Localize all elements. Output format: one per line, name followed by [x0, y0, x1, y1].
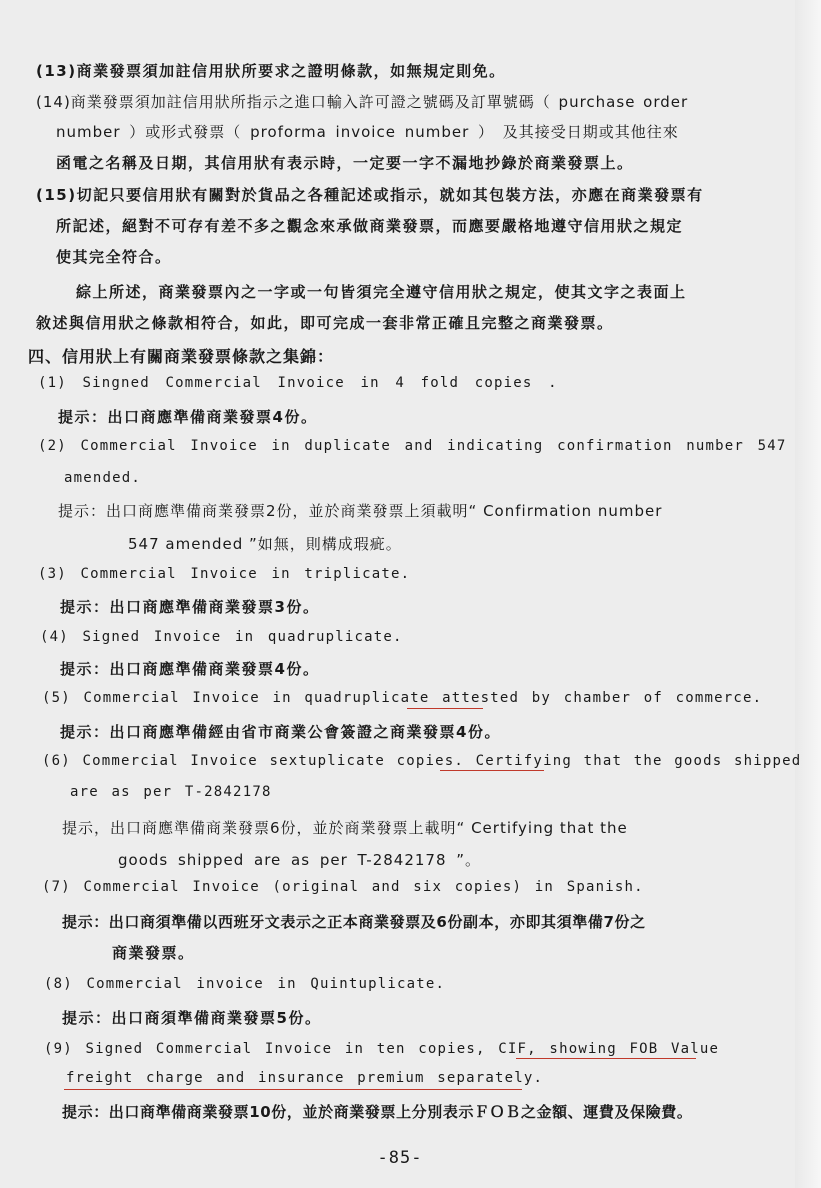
item-2-line-2: amended.: [64, 470, 142, 486]
clause-15-line-1: (15)切記只要信用狀有關對於貨品之各種記述或指示，就如其包裝方法，亦應在商業發票有: [36, 186, 704, 204]
item-5-hint: 提示：出口商應準備經由省市商業公會簽證之商業發票4份。: [60, 723, 501, 741]
page-number: -85-: [377, 1148, 423, 1168]
clause-14-line-3: 函電之名稱及日期，其信用狀有表示時，一定要一字不漏地抄錄於商業發票上。: [56, 154, 634, 172]
item-8-hint: 提示：出口商須準備商業發票5份。: [62, 1009, 322, 1027]
summary-line-1: 綜上所述，商業發票內之一字或一句皆須完全遵守信用狀之規定，使其文字之表面上: [76, 283, 687, 301]
item-7-hint-line-2: 商業發票。: [112, 944, 195, 962]
item-2-hint-line-2: 547 amended ”如無，則構成瑕疵。: [128, 535, 402, 553]
item-9-line-2: freight charge and insurance premium separately.: [66, 1070, 544, 1086]
clause-13: (13)商業發票須加註信用狀所要求之證明條款，如無規定則免。: [36, 62, 506, 80]
summary-line-2: 敘述與信用狀之條款相符合，如此，即可完成一套非常正確且完整之商業發票。: [36, 314, 614, 332]
item-8: (8) Commercial invoice in Quintuplicate.: [44, 976, 446, 992]
section-heading: 四、信用狀上有關商業發票條款之集錦：: [28, 347, 335, 366]
underline-certifying: [440, 770, 544, 771]
item-2-line-1: (2) Commercial Invoice in duplicate and indicating confirmation number 547: [38, 438, 787, 454]
item-6-hint-line-2: goods shipped are as per T-2842178 ”。: [118, 851, 482, 869]
item-1-hint: 提示：出口商應準備商業發票4份。: [58, 408, 318, 426]
clause-15-line-2: 所記述，絕對不可存有差不多之觀念來承做商業發票，而應要嚴格地遵守信用狀之規定: [56, 217, 684, 235]
item-7-hint-line-1: 提示：出口商須準備以西班牙文表示之正本商業發票及6份副本，亦即其須準備7份之: [62, 913, 646, 931]
clause-14-line-1: (14)商業發票須加註信用狀所指示之進口輸入許可證之號碼及訂單號碼（ purchase order: [36, 93, 689, 111]
underline-freight-charge: [64, 1089, 522, 1090]
underline-attested: [407, 708, 483, 709]
item-2-hint-line-1: 提示：出口商應準備商業發票2份，並於商業發票上須載明“ Confirmation number: [58, 502, 663, 520]
item-9-hint: 提示：出口商準備商業發票10份，並於商業發票上分別表示ＦＯＢ之金額、運費及保險費。: [62, 1103, 693, 1121]
item-5: (5) Commercial Invoice in quadruplicate attested by chamber of commerce.: [42, 690, 763, 706]
item-7: (7) Commercial Invoice (original and six copies) in Spanish.: [42, 879, 644, 895]
item-9-line-1: (9) Signed Commercial Invoice in ten copies, CIF, showing FOB Value: [44, 1041, 720, 1057]
item-6-hint-line-1: 提示，出口商應準備商業發票6份，並於商業發票上載明“ Certifying that the: [62, 819, 628, 837]
page-edge: [795, 0, 821, 1188]
item-6-line-1: (6) Commercial Invoice sextuplicate copies. Certifying that the goods shipped: [42, 753, 802, 769]
item-3: (3) Commercial Invoice in triplicate.: [38, 566, 411, 582]
item-3-hint: 提示：出口商應準備商業發票3份。: [60, 598, 320, 616]
underline-fob-value: [516, 1058, 696, 1059]
item-4: (4) Signed Invoice in quadruplicate.: [40, 629, 403, 645]
item-4-hint: 提示：出口商應準備商業發票4份。: [60, 660, 320, 678]
item-1: (1) Singned Commercial Invoice in 4 fold copies .: [38, 375, 558, 391]
clause-15-line-3: 使其完全符合。: [56, 248, 172, 266]
item-6-line-2: are as per T-2842178: [70, 784, 272, 800]
clause-14-line-2: number ）或形式發票（ proforma invoice number ） 及其接受日期或其他往來: [56, 123, 679, 141]
